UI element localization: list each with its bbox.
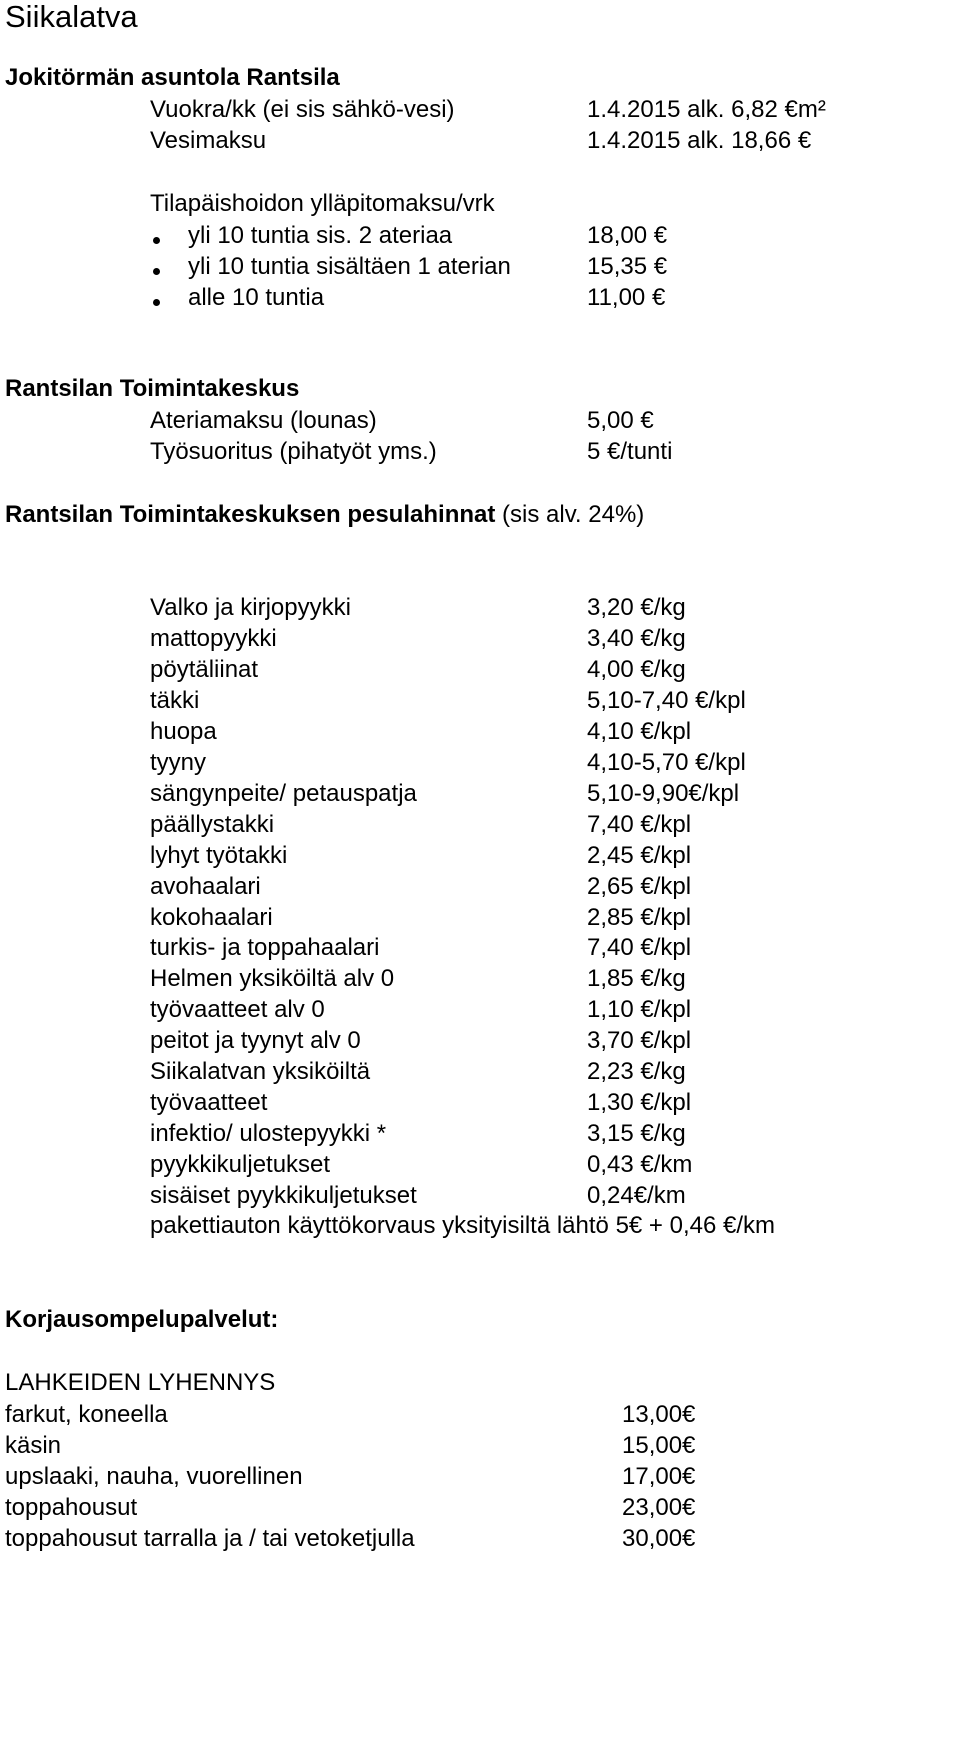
bullet-label: yli 10 tuntia sisältäen 1 aterian [188, 253, 511, 280]
row-label: Työsuoritus (pihatyöt yms.) [150, 438, 437, 465]
price-item-value: 13,00€ [622, 1401, 696, 1428]
price-item-value: 4,10 €/kpl [587, 717, 692, 745]
price-item-value: 3,70 €/kpl [587, 1027, 692, 1055]
price-item-label: infektio/ ulostepyykki * [150, 1120, 387, 1148]
price-item-label: toppahousut [5, 1493, 138, 1521]
price-item-label: tyyny [150, 748, 207, 776]
price-item-label: turkis- ja toppahaalari [150, 934, 380, 962]
price-item-label: Siikalatvan yksiköiltä [150, 1058, 371, 1086]
heading-vat-note: (sis alv. 24%) [502, 501, 645, 528]
sub-heading-lahkeet: LAHKEIDEN LYHENNYS [5, 1369, 276, 1396]
row-value: 1.4.2015 alk. 18,66 € [587, 127, 812, 154]
bullet-value: 18,00 € [587, 222, 668, 249]
row-label: Vesimaksu [150, 127, 267, 154]
bullet-value: 15,35 € [587, 253, 668, 280]
row-value: 5 €/tunti [587, 438, 673, 465]
price-item-value: 3,15 €/kg [587, 1120, 686, 1148]
sub-heading-tilapaishoito: Tilapäishoidon ylläpitomaksu/vrk [150, 190, 495, 217]
price-item-label: farkut, koneella [5, 1401, 168, 1428]
price-item-label: sängynpeite/ petauspatja [150, 779, 417, 807]
price-item-label: kokohaalari [150, 903, 273, 931]
row-label: Ateriamaksu (lounas) [150, 407, 377, 434]
page-title: Siikalatva [5, 0, 138, 34]
row-label: Vuokra/kk (ei sis sähkö-vesi) [150, 96, 455, 123]
price-item-label: työvaatteet alv 0 [150, 996, 325, 1024]
price-item-value: 15,00€ [622, 1431, 696, 1459]
delivery-fee-line: pakettiauton käyttökorvaus yksityisiltä lähtö 5€ + 0,46 €/km [150, 1212, 775, 1239]
bullet-icon [153, 268, 160, 275]
price-item-value: 4,00 €/kg [587, 655, 686, 683]
price-item-value: 7,40 €/kpl [587, 810, 692, 838]
price-item-value: 2,45 €/kpl [587, 841, 692, 869]
price-item-label: työvaatteet [150, 1089, 268, 1117]
price-item-label: pyykkikuljetukset [150, 1151, 331, 1179]
bullet-icon [153, 237, 160, 244]
price-item-label: päällystakki [150, 810, 275, 838]
price-item-label: mattopyykki [150, 624, 277, 652]
price-item-value: 7,40 €/kpl [587, 934, 692, 962]
price-item-value: 30,00€ [622, 1524, 696, 1552]
price-item-label: huopa [150, 717, 217, 745]
price-item-label: käsin [5, 1431, 62, 1459]
bullet-icon [153, 299, 160, 306]
price-item-value: 2,85 €/kpl [587, 903, 692, 931]
price-item-value: 1,10 €/kpl [587, 996, 692, 1024]
price-item-label: upslaaki, nauha, vuorellinen [5, 1462, 303, 1490]
section-heading-pesulahinnat [5, 501, 644, 529]
price-item-label: peitot ja tyynyt alv 0 [150, 1027, 361, 1055]
price-item-label: täkki [150, 686, 200, 714]
price-item-value: 1,85 €/kg [587, 965, 686, 993]
price-item-label: lyhyt työtakki [150, 841, 288, 869]
section-heading-korjausompelu: Korjausompelupalvelut: [5, 1306, 279, 1333]
bullet-value: 11,00 € [587, 284, 666, 311]
price-item-label: pöytäliinat [150, 655, 259, 683]
price-item-value: 2,23 €/kg [587, 1058, 686, 1086]
price-item-value: 1,30 €/kpl [587, 1089, 692, 1117]
price-item-value: 5,10-9,90€/kpl [587, 779, 740, 807]
price-item-value: 23,00€ [622, 1493, 696, 1521]
price-item-value: 0,43 €/km [587, 1151, 693, 1179]
bullet-label: alle 10 tuntia [188, 284, 325, 311]
price-item-value: 17,00€ [622, 1462, 696, 1490]
price-item-value: 3,20 €/kg [587, 594, 686, 621]
heading-bold-part: Rantsilan Toimintakeskuksen pesulahinnat [5, 501, 496, 528]
bullet-label: yli 10 tuntia sis. 2 ateriaa [188, 222, 453, 249]
price-item-value: 2,65 €/kpl [587, 872, 692, 900]
price-item-label: sisäiset pyykkikuljetukset [150, 1182, 417, 1210]
row-value: 5,00 € [587, 407, 654, 434]
price-item-label: toppahousut tarralla ja / tai vetoketjulla [5, 1524, 415, 1552]
section-heading-asuntola: Jokitörmän asuntola Rantsila [5, 64, 340, 91]
price-item-label: avohaalari [150, 872, 261, 900]
price-item-value: 0,24€/km [587, 1182, 686, 1210]
price-item-label: Valko ja kirjopyykki [150, 594, 351, 621]
section-heading-toimintakeskus: Rantsilan Toimintakeskus [5, 375, 300, 402]
price-item-value: 4,10-5,70 €/kpl [587, 748, 746, 776]
price-item-value: 3,40 €/kg [587, 624, 686, 652]
price-item-label: Helmen yksiköiltä alv 0 [150, 965, 395, 993]
row-value: 1.4.2015 alk. 6,82 €m² [587, 96, 826, 123]
price-item-value: 5,10-7,40 €/kpl [587, 686, 746, 714]
